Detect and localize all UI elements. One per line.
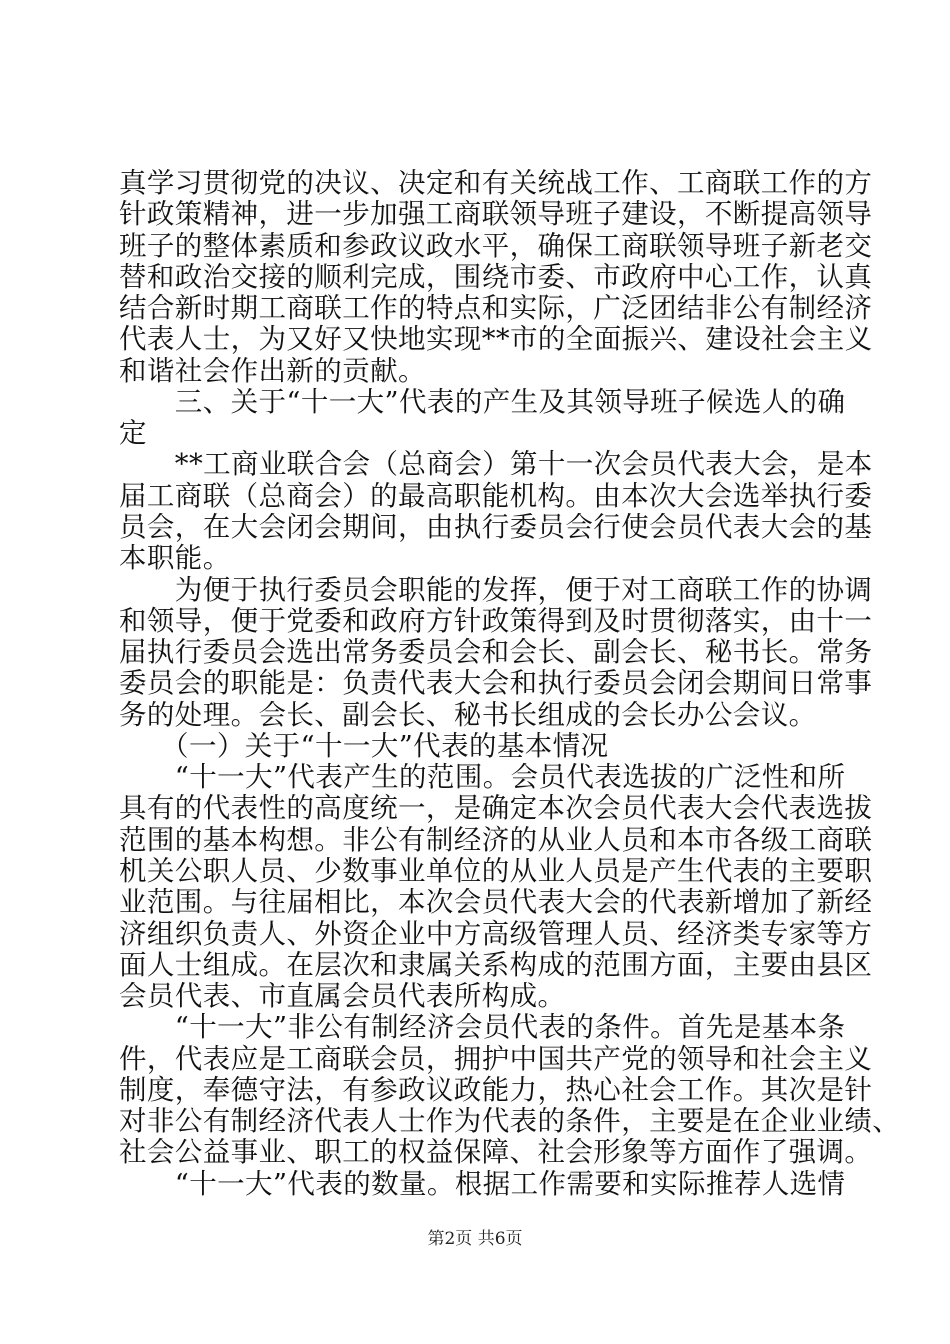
- body-text-line: “十一大”非公有制经济会员代表的条件。首先是基本条: [119, 1011, 846, 1043]
- body-text-line: 对非公有制经济代表人士作为代表的条件，主要是在企业业绩、: [119, 1105, 901, 1137]
- body-text-line: 委员会的职能是：负责代表大会和执行委员会闭会期间日常事: [119, 667, 873, 699]
- body-text-line: 届执行委员会选出常务委员会和会长、副会长、秘书长。常务: [119, 636, 873, 668]
- body-text-line: 班子的整体素质和参政议政水平，确保工商联领导班子新老交: [119, 230, 873, 262]
- body-text-line: 济组织负责人、外资企业中方高级管理人员、经济类专家等方: [119, 918, 873, 950]
- body-text-line: 为便于执行委员会职能的发挥，便于对工商联工作的协调: [119, 574, 873, 606]
- body-text-line: 代表人士，为又好又快地实现**市的全面振兴、建设社会主义: [119, 323, 873, 355]
- body-text-line: 务的处理。会长、副会长、秘书长组成的会长办公会议。: [119, 699, 817, 731]
- body-text-line: 和领导，便于党委和政府方针政策得到及时贯彻落实，由十一: [119, 605, 873, 637]
- body-text-line: “十一大”代表产生的范围。会员代表选拔的广泛性和所: [119, 761, 846, 793]
- body-text-line: 替和政治交接的顺利完成，围绕市委、市政府中心工作，认真: [119, 261, 873, 293]
- body-text-line: 面人士组成。在层次和隶属关系构成的范围方面，主要由县区: [119, 949, 873, 981]
- section-heading-line: 三、关于“十一大”代表的产生及其领导班子候选人的确: [119, 386, 846, 418]
- body-text-line: 机关公职人员、少数事业单位的从业人员是产生代表的主要职: [119, 855, 873, 887]
- body-text-line: 本职能。: [119, 542, 231, 574]
- section-heading-line: 定: [119, 417, 147, 449]
- body-text-line: 员会，在大会闭会期间，由执行委员会行使会员代表大会的基: [119, 511, 873, 543]
- body-text-line: 社会公益事业、职工的权益保障、社会形象等方面作了强调。: [119, 1136, 873, 1168]
- body-text-line: 业范围。与往届相比，本次会员代表大会的代表新增加了新经: [119, 886, 873, 918]
- body-text-line: 件，代表应是工商联会员，拥护中国共产党的领导和社会主义: [119, 1043, 873, 1075]
- body-text-line: 具有的代表性的高度统一，是确定本次会员代表大会代表选拔: [119, 792, 873, 824]
- body-text-line: 制度，奉德守法，有参政议政能力，热心社会工作。其次是针: [119, 1074, 873, 1106]
- page-number-footer: 第2页 共6页: [427, 1229, 523, 1249]
- body-text-line: 会员代表、市直属会员代表所构成。: [119, 980, 566, 1012]
- body-text-line: 针政策精神，进一步加强工商联领导班子建设，不断提高领导: [119, 198, 873, 230]
- body-text-line: 结合新时期工商联工作的特点和实际，广泛团结非公有制经济: [119, 292, 873, 324]
- body-text-line: 范围的基本构想。非公有制经济的从业人员和本市各级工商联: [119, 824, 873, 856]
- body-text-line: **工商业联合会（总商会）第十一次会员代表大会，是本: [119, 448, 873, 480]
- body-text-line: 和谐社会作出新的贡献。: [119, 355, 426, 387]
- subsection-heading-line: （一）关于“十一大”代表的基本情况: [119, 730, 609, 762]
- body-text-line: 真学习贯彻党的决议、决定和有关统战工作、工商联工作的方: [119, 167, 873, 199]
- body-text-line: 届工商联（总商会）的最高职能机构。由本次大会选举执行委: [119, 480, 873, 512]
- body-text-line: “十一大”代表的数量。根据工作需要和实际推荐人选情: [119, 1168, 846, 1200]
